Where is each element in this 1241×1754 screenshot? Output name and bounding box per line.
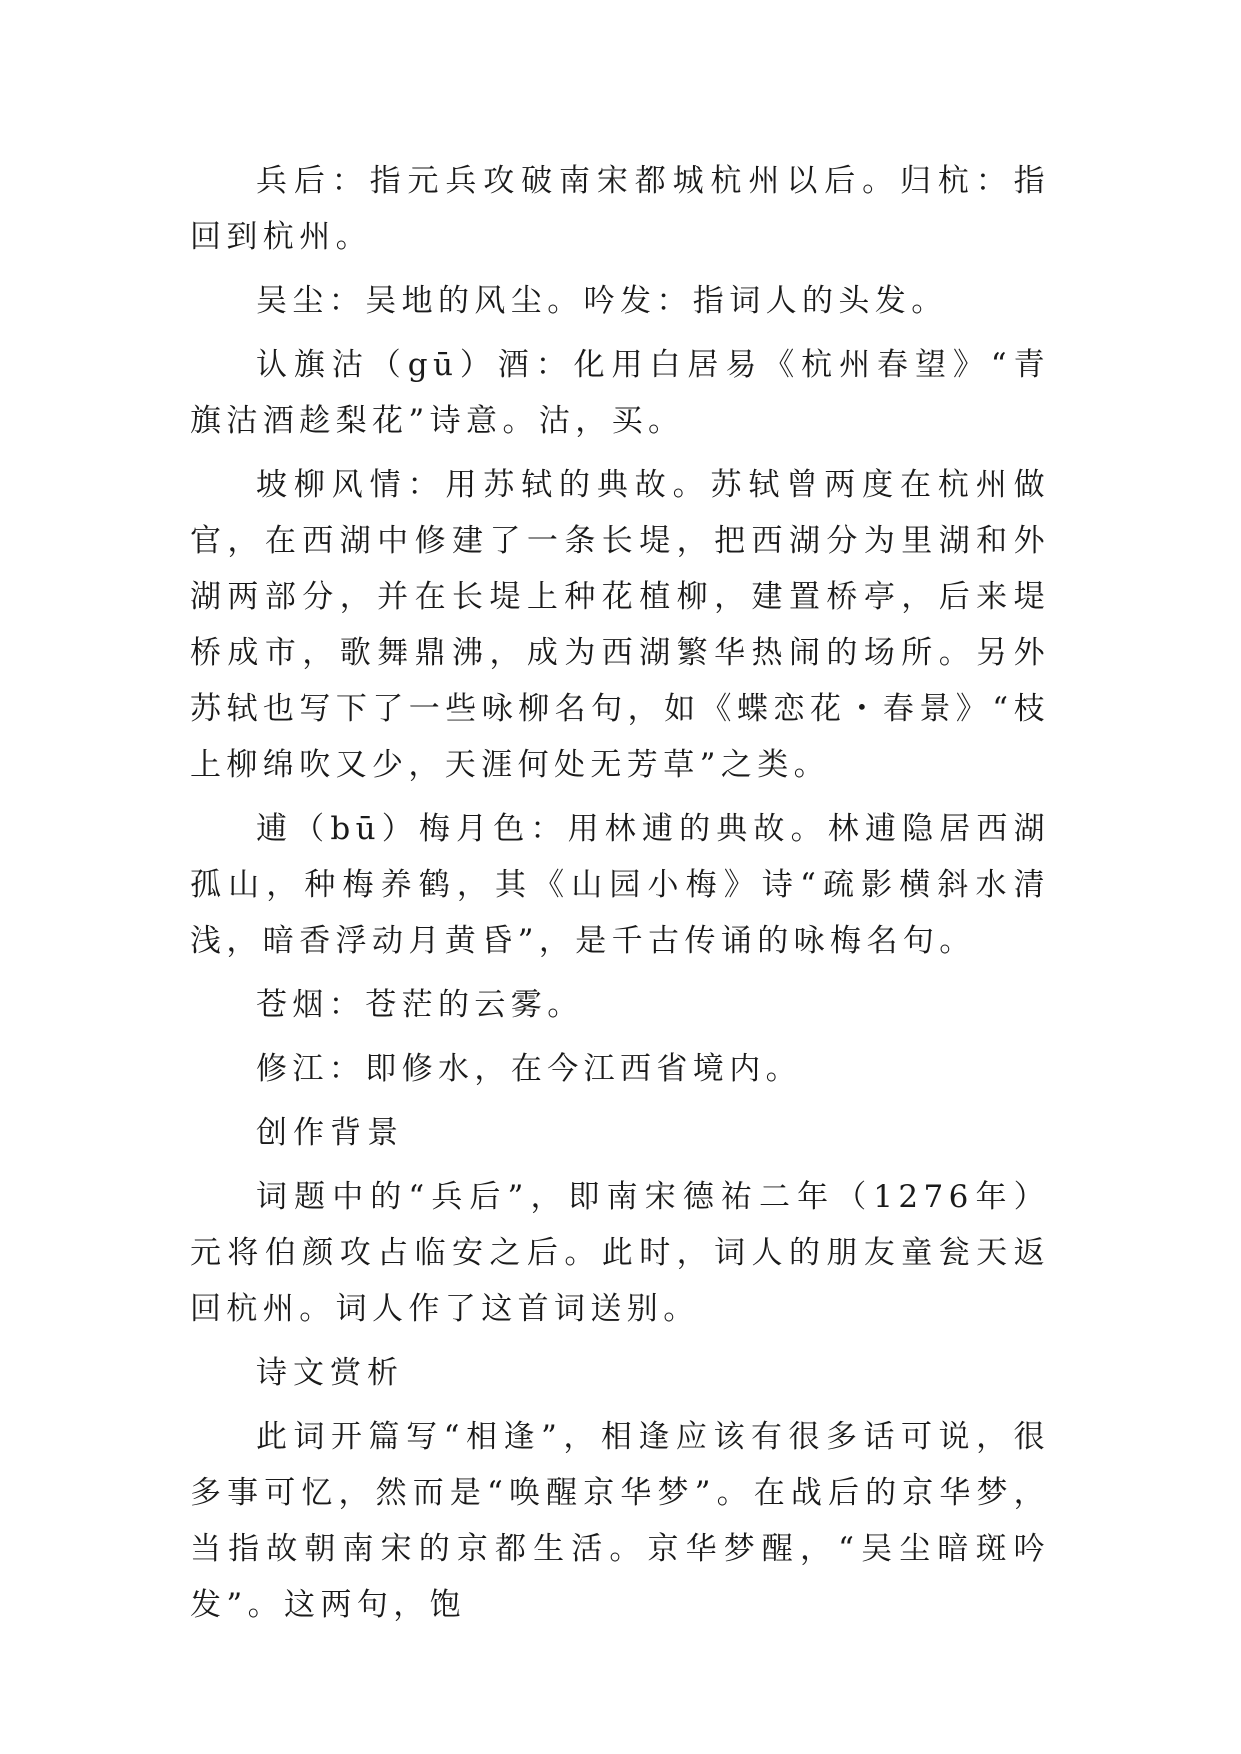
section-heading-appreciation: 诗文赏析: [256, 1355, 404, 1391]
section-heading-background: 创作背景: [256, 1115, 404, 1151]
note-binghou: 兵后：指元兵攻破南宋都城杭州以后。归杭：指回到杭州。: [190, 163, 1050, 255]
note-xiujiang: 修江：即修水，在今江西省境内。: [256, 1051, 802, 1087]
note-bumei-yuese: 逋（bū）梅月色：用林逋的典故。林逋隐居西湖孤山，种梅养鹤，其《山园小梅》诗“疏影横斜水清浅，暗香浮动月黄昏”，是千古传诵的咏梅名句。: [190, 811, 1050, 959]
background-paragraph: 词题中的“兵后”，即南宋德祐二年（1276年）元将伯颜攻占临安之后。此时，词人的朋友童瓮天返回杭州。词人作了这首词送别。: [190, 1179, 1050, 1327]
note-poliu-fengqing: 坡柳风情：用苏轼的典故。苏轼曾两度在杭州做官，在西湖中修建了一条长堤，把西湖分为里湖和外湖两部分，并在长堤上种花植柳，建置桥亭，后来堤桥成市，歌舞鼎沸，成为西湖繁华热闹的场所。另外苏轼也写下了一些咏柳名句，如《蝶恋花・春景》“枝上柳绵吹又少，天涯何处无芳草”之类。: [190, 467, 1050, 783]
document-page: [190, 153, 1050, 1641]
note-cangyan: 苍烟：苍茫的云雾。: [256, 987, 584, 1023]
appreciation-paragraph: 此词开篇写“相逢”，相逢应该有很多话可说，很多事可忆，然而是“唤醒京华梦”。在战后的京华梦，当指故朝南宋的京都生活。京华梦醒，“吴尘暗斑吟发”。这两句，饱: [190, 1419, 1050, 1623]
note-wuchen: 吴尘：吴地的风尘。吟发：指词人的头发。: [256, 283, 948, 319]
note-renqi-guju: 认旗沽（gū）酒：化用白居易《杭州春望》“青旗沽酒趁梨花”诗意。沽，买。: [190, 347, 1050, 439]
